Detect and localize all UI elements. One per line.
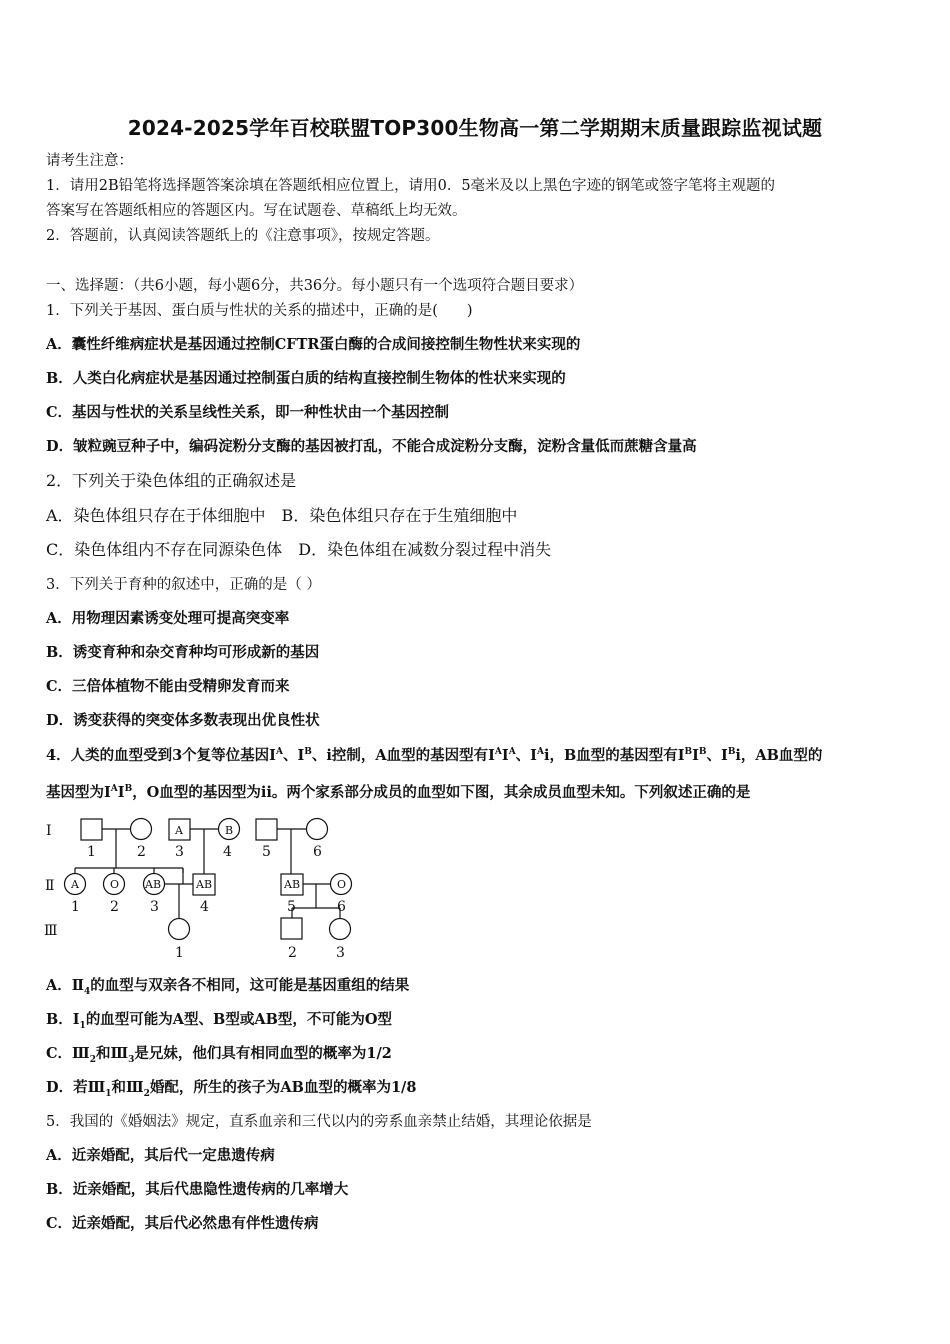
pedigree-I5-male: [256, 819, 277, 840]
pedigree-II1-number: 1: [71, 899, 80, 915]
pedigree-I2-female: [131, 819, 152, 840]
pedigree-diagram: [40, 810, 370, 965]
pedigree-gen-II-label: Ⅱ: [45, 878, 55, 894]
pedigree-II1-type: A: [71, 878, 79, 891]
pedigree-I1-number: 1: [87, 844, 96, 860]
pedigree-I3-number: 3: [175, 844, 184, 860]
notice-line-2: 2．答题前，认真阅读答题纸上的《注意事项》，按规定答题。: [46, 228, 440, 244]
q4-stem-line-2: 基因型为$I^AI^B$，O血型的基因型为ii。两个家系部分成员的血型如下图，其余成员血型未知。下列叙述正确的是: [46, 784, 751, 801]
q3-option-c: C．三倍体植物不能由受精卵发育而来: [46, 678, 290, 695]
q5-option-c: C．近亲婚配，其后代必然患有伴性遗传病: [46, 1215, 319, 1232]
pedigree-II3-type: AB: [145, 878, 162, 891]
pedigree-III3-female: [330, 919, 351, 940]
q1-option-b: B．人类白化病症状是基因通过控制蛋白质的结构直接控制生物体的性状来实现的: [46, 370, 566, 387]
q2-stem: 2．下列关于染色体组的正确叙述是: [46, 471, 297, 490]
q2-options-cd: C．染色体组内不存在同源染色体 D．染色体组在减数分裂过程中消失: [46, 540, 552, 559]
notice-line-1a: 1．请用2B铅笔将选择题答案涂填在答题纸相应位置上，请用0．5毫米及以上黑色字迹的钢笔或签字笔将主观题的: [46, 178, 776, 194]
pedigree-II2-number: 2: [110, 899, 119, 915]
notice-line-1b: 答案写在答题纸相应的答题区内。写在试题卷、草稿纸上均无效。: [46, 203, 467, 219]
pedigree-II5-number: 5: [287, 899, 296, 915]
q4-option-d: D．若$Ⅲ_1$和$Ⅲ_2$婚配，所生的孩子为AB血型的概率为1/8: [46, 1079, 417, 1099]
q1-option-a: A．囊性纤维病症状是基因通过控制CFTR蛋白酶的合成间接控制生物性状来实现的: [46, 336, 581, 353]
pedigree-I1-male: [81, 819, 102, 840]
pedigree-I4-type: B: [225, 824, 234, 837]
page-title: 2024-2025学年百校联盟TOP300生物高一第二学期期末质量跟踪监视试题: [127, 116, 823, 140]
q3-option-b: B．诱变育种和杂交育种均可形成新的基因: [46, 644, 320, 661]
pedigree-II3-number: 3: [150, 899, 159, 915]
q3-option-a: A．用物理因素诱变处理可提高突变率: [46, 610, 290, 627]
q1-option-d: D．皱粒豌豆种子中，编码淀粉分支酶的基因被打乱，不能合成淀粉分支酶，淀粉含量低而蔗糖含量高: [46, 438, 697, 455]
q1-stem: 1．下列关于基因、蛋白质与性状的关系的描述中，正确的是( ): [46, 303, 473, 319]
q3-stem: 3．下列关于育种的叙述中，正确的是（ ）: [46, 577, 321, 593]
pedigree-gen-I-label: Ⅰ: [46, 823, 52, 839]
section-heading: 一、选择题：（共6小题，每小题6分，共36分。每小题只有一个选项符合题目要求）: [46, 278, 584, 294]
pedigree-II4-type: AB: [196, 878, 213, 891]
q4-option-b: B．$I_1$的血型可能为A型、B型或AB型，不可能为O型: [46, 1011, 392, 1031]
q5-stem: 5．我国的《婚姻法》规定，直系血亲和三代以内的旁系血亲禁止结婚，其理论依据是: [46, 1114, 592, 1130]
pedigree-III1-female: [169, 919, 190, 940]
q4-option-a: A．$Ⅱ_4$的血型与双亲各不相同，这可能是基因重组的结果: [46, 977, 410, 997]
pedigree-I5-number: 5: [262, 844, 271, 860]
pedigree-II5-type: AB: [284, 878, 301, 891]
pedigree-II2-type: O: [110, 878, 120, 891]
pedigree-II6-number: 6: [337, 899, 346, 915]
pedigree-III2-number: 2: [288, 945, 297, 961]
pedigree-II6-type: O: [337, 878, 347, 891]
q5-option-a: A．近亲婚配，其后代一定患遗传病: [46, 1147, 275, 1164]
q4-option-c: C．$Ⅲ_2$和$Ⅲ_3$是兄妹，他们具有相同血型的概率为1/2: [46, 1045, 392, 1065]
q5-option-b: B．近亲婚配，其后代患隐性遗传病的几率增大: [46, 1181, 349, 1198]
pedigree-I2-number: 2: [137, 844, 146, 860]
pedigree-III2-male: [281, 918, 302, 939]
pedigree-III1-number: 1: [175, 945, 184, 961]
pedigree-I6-female: [307, 819, 328, 840]
q4-stem-line-1: 4．人类的血型受到3个复等位基因$I^A$、$I^B$、i控制，A血型的基因型有$I^AI^A$、$I^Ai$，B血型的基因型有$I^BI^B$、$I^Bi$，AB血型的: [46, 747, 823, 764]
pedigree-III3-number: 3: [336, 945, 345, 961]
notice-heading: 请考生注意：: [46, 153, 133, 169]
q3-option-d: D．诱变获得的突变体多数表现出优良性状: [46, 712, 320, 729]
pedigree-I3-type: A: [175, 824, 183, 837]
q2-options-ab: A．染色体组只存在于体细胞中 B．染色体组只存在于生殖细胞中: [46, 506, 518, 525]
pedigree-gen-III-label: Ⅲ: [44, 923, 58, 939]
pedigree-I4-number: 4: [223, 844, 232, 860]
pedigree-II4-number: 4: [200, 899, 209, 915]
q1-option-c: C．基因与性状的关系呈线性关系，即一种性状由一个基因控制: [46, 404, 450, 421]
pedigree-I6-number: 6: [313, 844, 322, 860]
